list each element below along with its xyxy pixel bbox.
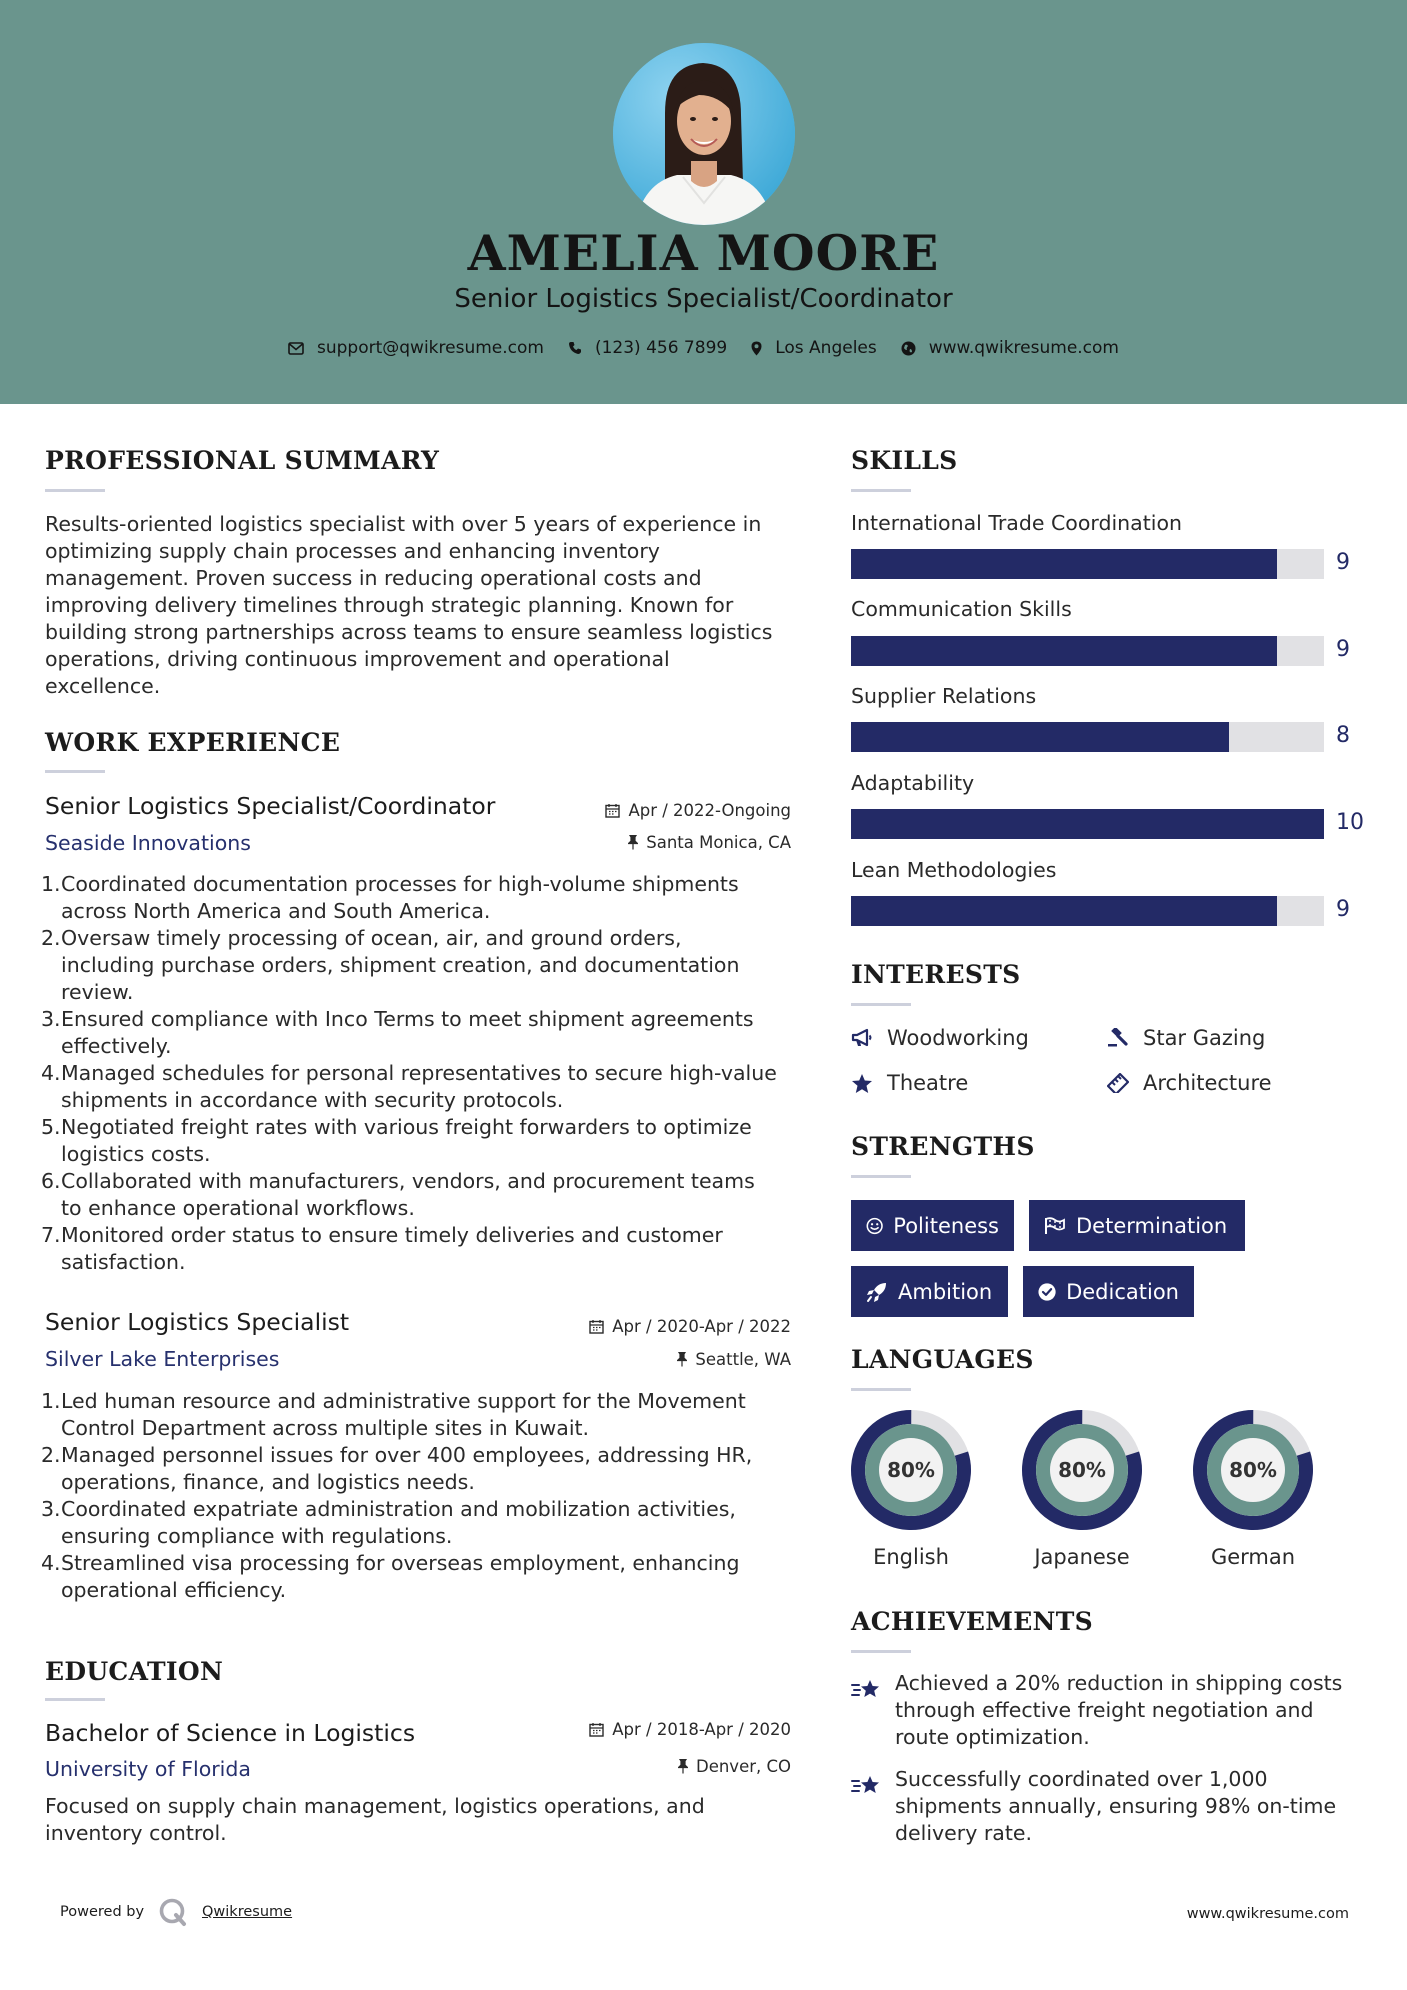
list-line: including purchase orders, shipment creation, and documentation <box>61 953 740 977</box>
profile-photo-graphic <box>613 43 795 225</box>
pushpin-icon <box>628 835 638 850</box>
phone-icon <box>568 341 582 355</box>
candidate-title: Senior Logistics Specialist/Coordinator <box>454 284 953 314</box>
skill-score: 10 <box>1336 810 1364 835</box>
list-number: 4. <box>41 1061 61 1085</box>
rocket-icon <box>866 1281 888 1303</box>
skill-bar <box>851 549 1324 579</box>
contact-phone-text: (123) 456 7899 <box>594 338 728 358</box>
job-dates <box>605 801 791 820</box>
list-line: Oversaw timely processing of ocean, air, and ground orders, <box>61 926 682 950</box>
list-line: Ensured compliance with Inco Terms to meet shipment agreements <box>61 1007 754 1031</box>
contact-location-text: Los Angeles <box>775 338 877 358</box>
footer-url[interactable]: www.qwikresume.com <box>1186 1906 1349 1922</box>
summary-line: Results-oriented logistics specialist with over 5 years of experience in <box>45 512 762 536</box>
skill-name: International Trade Coordination <box>851 511 1182 535</box>
achievement-line: delivery rate. <box>895 1821 1032 1845</box>
list-item <box>43 1006 813 1060</box>
interest-item <box>851 1026 1029 1050</box>
summary-line: operations, driving continuous improvement and operational <box>45 647 670 671</box>
strength-label: Determination <box>1076 1213 1228 1238</box>
education-description <box>45 1793 805 1847</box>
list-item <box>43 925 813 1006</box>
list-line: Collaborated with manufacturers, vendors, and procurement teams <box>61 1169 755 1193</box>
achievement-line: shipments annually, ensuring 98% on-time <box>895 1794 1337 1818</box>
list-number: 5. <box>41 1115 61 1139</box>
candidate-name: AMELIA MOORE <box>467 224 940 282</box>
contact-website[interactable] <box>901 338 1119 358</box>
skill-score: 8 <box>1336 723 1350 748</box>
education-dates <box>589 1720 791 1739</box>
shooting-star-icon <box>851 1773 883 1799</box>
list-item <box>43 1496 813 1550</box>
summary-heading: PROFESSIONAL SUMMARY <box>45 446 440 475</box>
list-item <box>43 1442 813 1496</box>
summary-line: optimizing supply chain processes and enhancing inventory <box>45 539 660 563</box>
job-responsibilities <box>43 871 813 1276</box>
list-line: logistics costs. <box>61 1142 211 1166</box>
skill-bar <box>851 896 1324 926</box>
smile-icon <box>866 1216 883 1236</box>
profile-photo <box>613 43 795 225</box>
education-line: Focused on supply chain management, logistics operations, and <box>45 1794 705 1818</box>
envelope-icon <box>288 342 304 355</box>
flag-icon <box>1044 1217 1066 1235</box>
skill-bar-fill <box>851 722 1229 752</box>
interest-label: Architecture <box>1143 1071 1272 1095</box>
skill-name: Lean Methodologies <box>851 858 1057 882</box>
education-location-text: Denver, CO <box>695 1757 791 1776</box>
pushpin-icon <box>678 1759 688 1774</box>
experience-divider <box>45 770 105 773</box>
list-number: 4. <box>41 1551 61 1575</box>
skill-bar <box>851 636 1324 666</box>
languages-heading: LANGUAGES <box>851 1345 1034 1374</box>
skill-bar-fill <box>851 809 1324 839</box>
contact-bar <box>0 338 1407 358</box>
education-line: inventory control. <box>45 1821 227 1845</box>
footer-powered-by: Powered by <box>60 1904 145 1920</box>
skill-bar <box>851 722 1324 752</box>
language-ring <box>850 1409 972 1531</box>
strength-badge <box>851 1266 1008 1317</box>
qwikresume-logo-icon <box>158 1897 188 1927</box>
strength-badge <box>1029 1200 1245 1251</box>
list-line: Led human resource and administrative support for the Movement <box>61 1389 746 1413</box>
strengths-divider <box>851 1175 911 1178</box>
interests-divider <box>851 1003 911 1006</box>
list-number: 6. <box>41 1169 61 1193</box>
contact-location <box>751 338 877 358</box>
job-dates-text: Apr / 2022-Ongoing <box>628 801 791 820</box>
megaphone-icon <box>851 1028 873 1048</box>
strength-label: Ambition <box>898 1279 993 1304</box>
strength-label: Dedication <box>1066 1279 1179 1304</box>
skill-score: 9 <box>1336 897 1350 922</box>
education-heading: EDUCATION <box>45 1657 224 1686</box>
list-line: Managed personnel issues for over 400 employees, addressing HR, <box>61 1443 753 1467</box>
job-title: Senior Logistics Specialist <box>45 1308 350 1336</box>
list-line: review. <box>61 980 134 1004</box>
list-line: shipments in accordance with security protocols. <box>61 1088 564 1112</box>
shooting-star-icon <box>851 1677 883 1703</box>
interest-label: Star Gazing <box>1143 1026 1266 1050</box>
education-dates-text: Apr / 2018-Apr / 2020 <box>612 1720 791 1739</box>
list-item <box>43 1114 813 1168</box>
degree-title: Bachelor of Science in Logistics <box>45 1719 416 1747</box>
summary-line: excellence. <box>45 674 161 698</box>
job-dates <box>589 1317 791 1336</box>
contact-email-text: support@qwikresume.com <box>317 338 544 358</box>
interest-label: Woodworking <box>887 1026 1029 1050</box>
list-number: 1. <box>41 1389 61 1413</box>
skill-bar-fill <box>851 896 1277 926</box>
list-line: Coordinated expatriate administration and mobilization activities, <box>61 1497 736 1521</box>
ruler-icon <box>1107 1073 1129 1093</box>
job-location-text: Seattle, WA <box>695 1350 791 1369</box>
interest-item <box>1107 1071 1272 1095</box>
list-number: 1. <box>41 872 61 896</box>
job-location-text: Santa Monica, CA <box>646 833 791 852</box>
language-percent: 80% <box>887 1458 935 1482</box>
list-line: operations, finance, and logistics needs. <box>61 1470 475 1494</box>
interest-label: Theatre <box>887 1071 969 1095</box>
job-location <box>628 833 791 852</box>
contact-website-text: www.qwikresume.com <box>928 338 1119 358</box>
list-line: Control Department across multiple sites in Kuwait. <box>61 1416 590 1440</box>
list-number: 7. <box>41 1223 61 1247</box>
interest-item <box>1107 1026 1265 1050</box>
calendar-icon <box>605 803 620 818</box>
skills-divider <box>851 489 911 492</box>
list-number: 3. <box>41 1007 61 1031</box>
list-line: Managed schedules for personal representatives to secure high-value <box>61 1061 777 1085</box>
list-line: ensuring compliance with regulations. <box>61 1524 453 1548</box>
skill-bar-fill <box>851 549 1277 579</box>
star-icon <box>851 1073 873 1094</box>
list-line: satisfaction. <box>61 1250 186 1274</box>
strength-badge <box>851 1200 1014 1251</box>
list-number: 2. <box>41 926 61 950</box>
list-line: to enhance operational workflows. <box>61 1196 415 1220</box>
globe-icon <box>901 341 916 356</box>
achievements-divider <box>851 1650 911 1653</box>
experience-heading: WORK EXPERIENCE <box>45 728 341 757</box>
language-name: German <box>1210 1545 1296 1569</box>
interest-item <box>851 1071 968 1095</box>
job-company: Silver Lake Enterprises <box>45 1347 280 1371</box>
list-line: operational efficiency. <box>61 1578 287 1602</box>
skill-name: Communication Skills <box>851 597 1072 621</box>
skills-heading: SKILLS <box>851 446 958 475</box>
achievement-item <box>895 1670 1365 1751</box>
list-number: 2. <box>41 1443 61 1467</box>
calendar-icon <box>589 1319 604 1334</box>
calendar-icon <box>589 1722 604 1737</box>
list-line: Streamlined visa processing for overseas employment, enhancing <box>61 1551 740 1575</box>
languages-divider <box>851 1388 911 1391</box>
language-ring <box>1192 1409 1314 1531</box>
language-percent: 80% <box>1058 1458 1106 1482</box>
check-circle-icon <box>1038 1282 1056 1302</box>
list-item <box>43 1388 813 1442</box>
summary-divider <box>45 489 105 492</box>
school-name: University of Florida <box>45 1757 251 1781</box>
contact-email[interactable] <box>288 338 544 358</box>
map-pin-icon <box>751 341 762 356</box>
job-company: Seaside Innovations <box>45 831 251 855</box>
contact-phone[interactable] <box>568 338 727 358</box>
list-item <box>43 871 813 925</box>
resume-header <box>0 0 1407 404</box>
skill-name: Adaptability <box>851 771 975 795</box>
strength-badge <box>1023 1266 1194 1317</box>
list-item <box>43 1222 813 1276</box>
language-percent: 80% <box>1229 1458 1277 1482</box>
achievement-line: route optimization. <box>895 1725 1090 1749</box>
summary-line: building strong partnerships across teams to ensure seamless logistics <box>45 620 773 644</box>
education-divider <box>45 1698 105 1701</box>
achievement-line: Successfully coordinated over 1,000 <box>895 1767 1268 1791</box>
summary-line: improving delivery timelines through strategic planning. Known for <box>45 593 734 617</box>
job-title: Senior Logistics Specialist/Coordinator <box>45 792 496 820</box>
summary-text <box>45 511 805 700</box>
language-name: Japanese <box>1034 1545 1130 1569</box>
summary-line: management. Proven success in reducing operational costs and <box>45 566 702 590</box>
list-line: Monitored order status to ensure timely deliveries and customer <box>61 1223 723 1247</box>
skill-score: 9 <box>1336 550 1350 575</box>
list-number: 3. <box>41 1497 61 1521</box>
skill-score: 9 <box>1336 637 1350 662</box>
job-dates-text: Apr / 2020-Apr / 2022 <box>612 1317 791 1336</box>
language-ring <box>1021 1409 1143 1531</box>
achievement-item <box>895 1766 1365 1847</box>
skill-bar <box>851 809 1324 839</box>
list-item <box>43 1550 813 1604</box>
pushpin-icon <box>677 1352 687 1367</box>
achievement-line: through effective freight negotiation and <box>895 1698 1314 1722</box>
skill-name: Supplier Relations <box>851 684 1037 708</box>
list-line: effectively. <box>61 1034 172 1058</box>
list-item <box>43 1060 813 1114</box>
language-name: English <box>873 1545 949 1569</box>
list-line: Coordinated documentation processes for high-volume shipments <box>61 872 739 896</box>
job-location <box>677 1350 791 1369</box>
interests-heading: INTERESTS <box>851 960 1021 989</box>
skill-bar-fill <box>851 636 1277 666</box>
list-item <box>43 1168 813 1222</box>
education-location <box>678 1757 791 1776</box>
achievements-heading: ACHIEVEMENTS <box>851 1607 1093 1636</box>
achievement-line: Achieved a 20% reduction in shipping costs <box>895 1671 1343 1695</box>
footer-brand-link[interactable]: Qwikresume <box>202 1904 293 1920</box>
job-responsibilities <box>43 1388 813 1604</box>
list-line: Negotiated freight rates with various freight forwarders to optimize <box>61 1115 752 1139</box>
list-line: across North America and South America. <box>61 899 491 923</box>
strengths-heading: STRENGTHS <box>851 1132 1035 1161</box>
strength-label: Politeness <box>893 1213 999 1238</box>
gavel-icon <box>1107 1028 1129 1048</box>
